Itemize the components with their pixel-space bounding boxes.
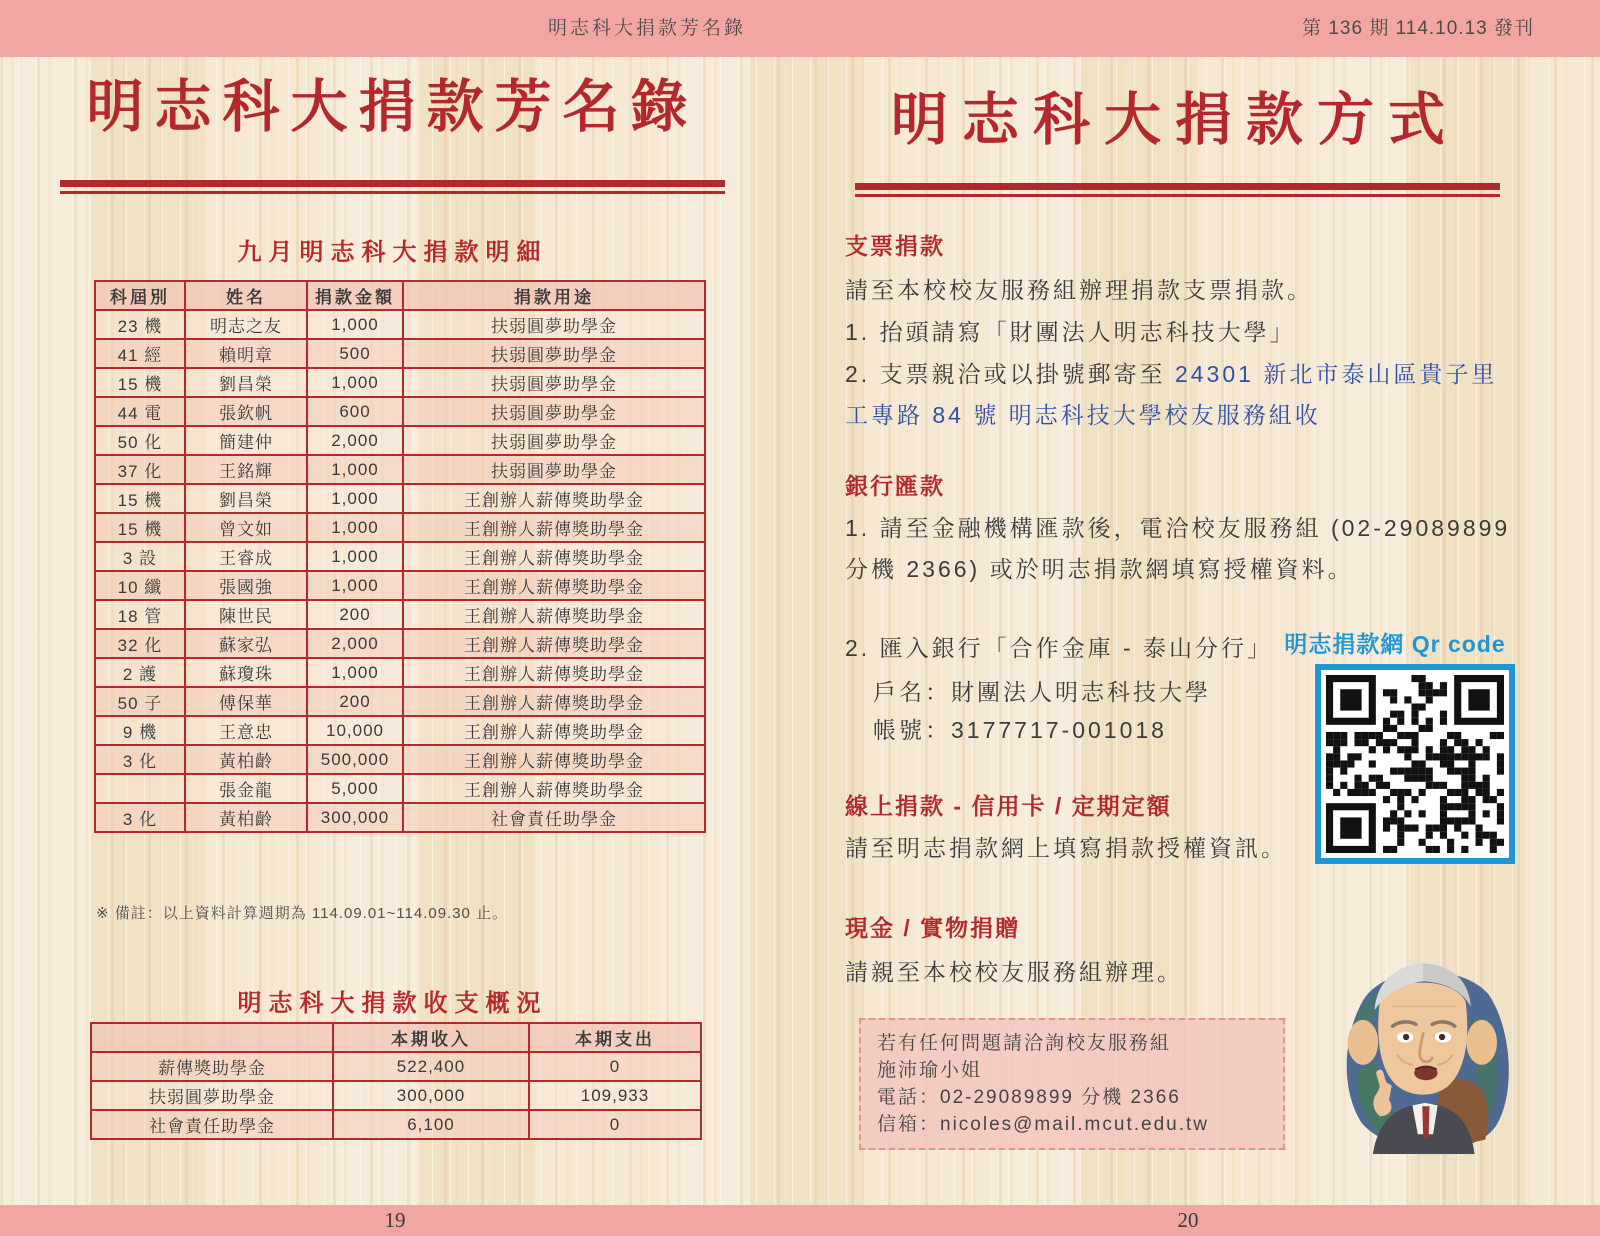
title-rule (855, 183, 1500, 197)
table-row (95, 368, 705, 397)
table-cell: 王意忠 (185, 716, 307, 745)
table-cell: 張金龍 (185, 774, 307, 803)
table-cell: 18 管 (95, 600, 185, 629)
table-cell: 10,000 (307, 716, 403, 745)
section-title-detail: 九月明志科大捐款明細 (237, 239, 548, 266)
table-cell: 37 化 (95, 455, 185, 484)
table-row (91, 1052, 701, 1081)
contact-line: 若有任何問題請洽詢校友服務組 (877, 1033, 1172, 1054)
table-cell: 0 (529, 1110, 701, 1139)
table-row (95, 455, 705, 484)
table-cell: 1,000 (307, 658, 403, 687)
table-cell: 傅保華 (185, 687, 307, 716)
table-header-row (95, 281, 705, 310)
table-cell: 張國強 (185, 571, 307, 600)
table-cell: 500 (307, 339, 403, 368)
table-header-cell: 姓名 (185, 281, 307, 310)
table-cell (95, 774, 185, 803)
table-row (95, 774, 705, 803)
table-cell: 1,000 (307, 368, 403, 397)
table-cell: 1,000 (307, 571, 403, 600)
bank-account-name: 戶名：財團法人明志科技大學 (873, 679, 1211, 705)
table-cell: 300,000 (333, 1081, 529, 1110)
table-header-cell: 捐款用途 (403, 281, 705, 310)
check-section-heading: 支票捐款 (845, 233, 945, 259)
page-number-right: 20 (1177, 1208, 1199, 1232)
table-cell: 王創辦人薪傳獎助學金 (403, 600, 705, 629)
table-cell: 50 子 (95, 687, 185, 716)
table-cell: 200 (307, 687, 403, 716)
table-cell: 2,000 (307, 629, 403, 658)
table-cell: 王創辦人薪傳獎助學金 (403, 687, 705, 716)
table-cell: 2 護 (95, 658, 185, 687)
table-cell: 扶弱圓夢助學金 (403, 339, 705, 368)
table-cell: 1,000 (307, 484, 403, 513)
table-cell: 41 經 (95, 339, 185, 368)
table-cell: 王創辦人薪傳獎助學金 (403, 745, 705, 774)
cash-section-heading: 現金 / 實物捐贈 (845, 915, 1021, 941)
table-cell: 王創辦人薪傳獎助學金 (403, 774, 705, 803)
table-cell: 王創辦人薪傳獎助學金 (403, 571, 705, 600)
page-right-donation-methods (845, 0, 1555, 1236)
check-section-intro: 請至本校校友服務組辦理捐款支票捐款。 (845, 277, 1313, 303)
table-cell: 社會責任助學金 (403, 803, 705, 832)
page-title-donation-methods: 明志科大捐款方式 (891, 88, 1459, 152)
table-row (95, 484, 705, 513)
table-row (95, 571, 705, 600)
check-item2-prefix: 2. 支票親洽或以掛號郵寄至 (845, 361, 1175, 387)
table-cell: 15 機 (95, 484, 185, 513)
founder-illustration (1325, 938, 1525, 1163)
table-row (91, 1081, 701, 1110)
table-cell: 1,000 (307, 513, 403, 542)
page-number-left: 19 (384, 1208, 406, 1232)
table-cell: 300,000 (307, 803, 403, 832)
table-row (95, 310, 705, 339)
table-cell: 扶弱圓夢助學金 (403, 455, 705, 484)
table-cell: 扶弱圓夢助學金 (403, 368, 705, 397)
table-cell: 王創辦人薪傳獎助學金 (403, 629, 705, 658)
table-cell: 王睿成 (185, 542, 307, 571)
section-title-summary: 明志科大捐款收支概況 (237, 990, 548, 1017)
table-cell: 500,000 (307, 745, 403, 774)
title-rule (60, 180, 725, 194)
table-cell: 6,100 (333, 1110, 529, 1139)
table-row (95, 339, 705, 368)
table-row (95, 716, 705, 745)
table-cell: 3 設 (95, 542, 185, 571)
donation-summary-table (90, 1022, 702, 1140)
table-header-row (91, 1023, 701, 1052)
table-row (95, 658, 705, 687)
donation-detail-table (94, 280, 706, 833)
table-cell: 0 (529, 1052, 701, 1081)
table-cell: 張欽帆 (185, 397, 307, 426)
table-header-cell: 捐款金額 (307, 281, 403, 310)
table-row (95, 426, 705, 455)
qr-code (1315, 664, 1515, 864)
table-header-cell (91, 1023, 333, 1052)
table-cell: 9 機 (95, 716, 185, 745)
table-cell: 劉昌榮 (185, 484, 307, 513)
bank-section-item1: 1. 請至金融機構匯款後，電洽校友服務組 (02-29089899 分機 2366) 或於明志捐款網填寫授權資料。 (845, 515, 1511, 582)
bottom-bar (0, 1205, 1600, 1236)
table-cell: 社會責任助學金 (91, 1110, 333, 1139)
table-cell: 王創辦人薪傳獎助學金 (403, 513, 705, 542)
table-cell: 3 化 (95, 803, 185, 832)
table-row (95, 745, 705, 774)
table-header-cell: 本期收入 (333, 1023, 529, 1052)
contact-box (859, 1018, 1285, 1150)
online-section-body: 請至明志捐款網上填寫捐款授權資訊。 (845, 835, 1287, 861)
table-cell: 扶弱圓夢助學金 (91, 1081, 333, 1110)
table-row (95, 803, 705, 832)
table-row (95, 687, 705, 716)
table-cell: 陳世民 (185, 600, 307, 629)
table-cell: 44 電 (95, 397, 185, 426)
table-cell: 5,000 (307, 774, 403, 803)
table-cell: 明志之友 (185, 310, 307, 339)
table-cell: 15 機 (95, 513, 185, 542)
table-cell: 1,000 (307, 455, 403, 484)
table-cell: 王創辦人薪傳獎助學金 (403, 484, 705, 513)
check-section-item1: 1. 抬頭請寫「財團法人明志科技大學」 (845, 319, 1296, 345)
table-cell: 32 化 (95, 629, 185, 658)
table-row (95, 629, 705, 658)
table-cell: 50 化 (95, 426, 185, 455)
check-section-item2 (845, 354, 1521, 436)
issue-label: 第 136 期 114.10.13 發刊 (1302, 18, 1534, 39)
table-row (95, 600, 705, 629)
table-cell: 200 (307, 600, 403, 629)
table-header-cell: 科屆別 (95, 281, 185, 310)
table-cell: 劉昌榮 (185, 368, 307, 397)
qr-pattern (1326, 675, 1504, 853)
table-cell: 扶弱圓夢助學金 (403, 397, 705, 426)
table-cell: 薪傳獎助學金 (91, 1052, 333, 1081)
table-cell: 1,000 (307, 310, 403, 339)
table-cell: 扶弱圓夢助學金 (403, 426, 705, 455)
mailing-address: 24301 新北市泰山區貴子里工專路 84 號 明志科技大學校友服務組收 (845, 361, 1498, 428)
table-cell: 王創辦人薪傳獎助學金 (403, 542, 705, 571)
table-cell: 1,000 (307, 542, 403, 571)
table-cell: 3 化 (95, 745, 185, 774)
table-cell: 賴明章 (185, 339, 307, 368)
table-cell: 522,400 (333, 1052, 529, 1081)
table-cell: 王創辦人薪傳獎助學金 (403, 658, 705, 687)
table-cell: 黃柏齡 (185, 745, 307, 774)
contact-line: 施沛瑜小姐 (877, 1060, 983, 1081)
table-header-cell: 本期支出 (529, 1023, 701, 1052)
qr-code-label: 明志捐款網 Qr code (1284, 631, 1506, 657)
table-cell: 蘇瓊珠 (185, 658, 307, 687)
bank-section-item2: 2. 匯入銀行「合作金庫 - 泰山分行」 (845, 635, 1274, 661)
table-cell: 扶弱圓夢助學金 (403, 310, 705, 339)
table-cell: 23 機 (95, 310, 185, 339)
contact-email: 信箱：nicoles@mail.mcut.edu.tw (877, 1114, 1209, 1135)
bank-account-number: 帳號：3177717-001018 (873, 717, 1167, 743)
table-cell: 王創辦人薪傳獎助學金 (403, 716, 705, 745)
online-section-heading: 線上捐款 - 信用卡 / 定期定額 (845, 793, 1172, 819)
table-cell: 曾文如 (185, 513, 307, 542)
table-row (95, 397, 705, 426)
table-cell: 109,933 (529, 1081, 701, 1110)
table-cell: 王銘輝 (185, 455, 307, 484)
table-header-row (91, 1023, 701, 1052)
table-cell: 2,000 (307, 426, 403, 455)
table-cell: 600 (307, 397, 403, 426)
table-cell: 15 機 (95, 368, 185, 397)
bank-section-heading: 銀行匯款 (845, 473, 945, 499)
table-cell: 黃柏齡 (185, 803, 307, 832)
note-text: ※ 備註：以上資料計算週期為 114.09.01~114.09.30 止。 (96, 905, 509, 922)
cash-section-body: 請親至本校校友服務組辦理。 (845, 959, 1183, 985)
table-row (91, 1110, 701, 1139)
page-title-donor-list: 明志科大捐款芳名錄 (86, 75, 699, 139)
table-cell: 簡建仲 (185, 426, 307, 455)
running-header-title: 明志科大捐款芳名錄 (548, 18, 747, 39)
page-left-donor-list (60, 70, 725, 1200)
table-header-row (95, 281, 705, 310)
contact-line: 電話：02-29089899 分機 2366 (877, 1087, 1181, 1108)
table-row (95, 513, 705, 542)
table-cell: 蘇家弘 (185, 629, 307, 658)
table-cell: 10 纖 (95, 571, 185, 600)
table-row (95, 542, 705, 571)
